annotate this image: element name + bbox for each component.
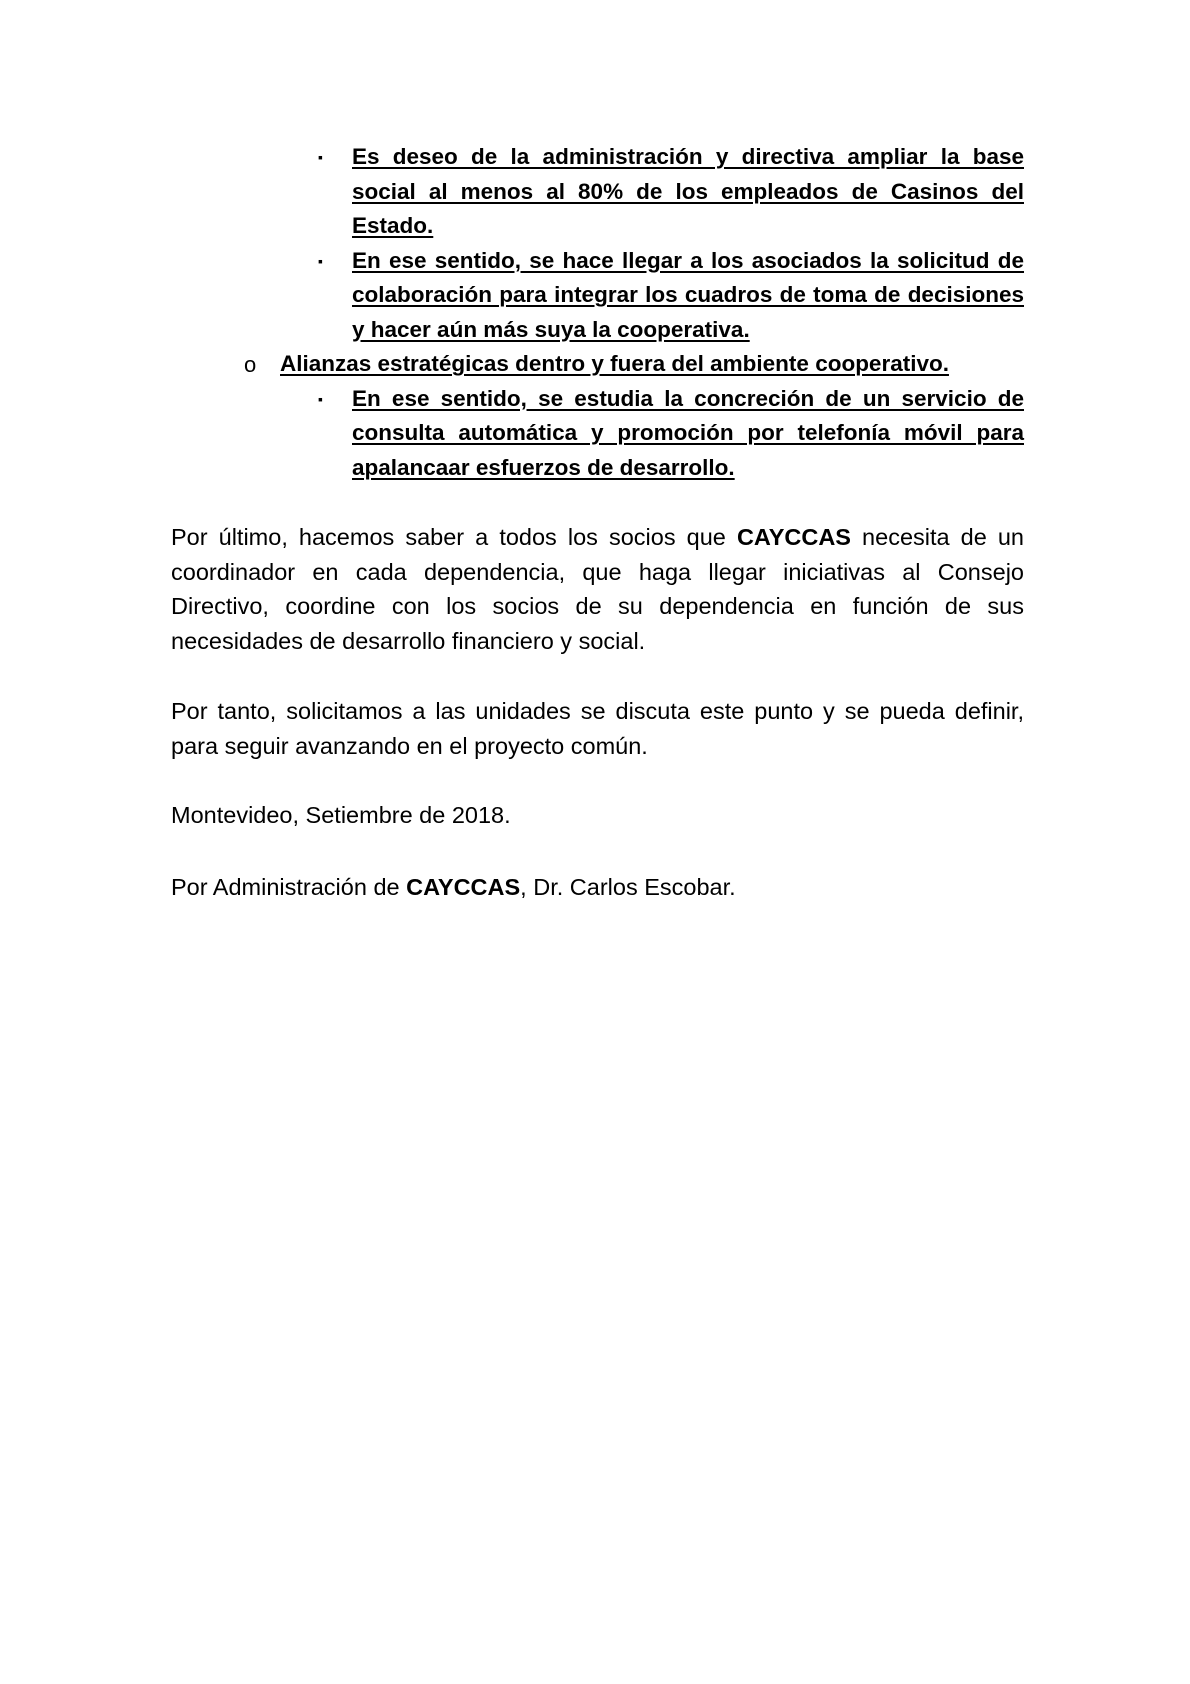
bullet-text: Es deseo de la administración y directiva ampliar la base social al menos al 80% de los empleados de Casinos del Estado. (352, 144, 1024, 238)
paragraph-discussion-request: Por tanto, solicitamos a las unidades se discuta este punto y se pueda definir, para seguir avanzando en el proyecto común. (171, 698, 1024, 759)
bullet-list (0, 140, 1190, 485)
bullet-item-collaboration-request (318, 244, 1024, 348)
square-bullet-icon: ▪ (318, 149, 323, 165)
signature-text: , Dr. Carlos Escobar. (520, 874, 736, 900)
bullet-item-strategic-alliances (244, 347, 1024, 382)
square-bullet-icon: ▪ (318, 252, 323, 269)
bullet-text: En ese sentido, se hace llegar a los asociados la solicitud de colaboración para integrar los cuadros de toma de decisiones y hacer aún más suya la cooperativa. (352, 247, 1024, 342)
bullet-item-mobile-service (318, 382, 1024, 486)
paragraph-coordinator-request (171, 520, 1024, 658)
organization-name: CAYCCAS (736, 524, 851, 550)
signature-line (171, 870, 1024, 905)
organization-name: CAYCCAS (406, 874, 521, 900)
circle-bullet-icon: o (244, 352, 257, 377)
bullet-text: Alianzas estratégicas dentro y fuera del ambiente cooperativo. (280, 351, 949, 376)
paragraph-text: Por último, hacemos saber a todos los socios que (171, 524, 737, 550)
square-bullet-icon: ▪ (318, 390, 323, 407)
paragraph-text: necesita de un coordinador en cada dependencia, que haga llegar iniciativas al Consejo Directivo, coordine con los socios de su dependencia en función de sus necesidades de desarrollo financiero y social. (171, 524, 1024, 654)
bullet-text: En ese sentido, se estudia la concreción de un servicio de consulta automática y promoción por telefonía móvil para apalancaar esfuerzos de desarrollo. (352, 385, 1024, 480)
signature-text: Por Administración de (171, 874, 407, 900)
date-line: Montevideo, Setiembre de 2018. (171, 802, 511, 828)
bullet-item-expand-membership (318, 140, 1024, 244)
